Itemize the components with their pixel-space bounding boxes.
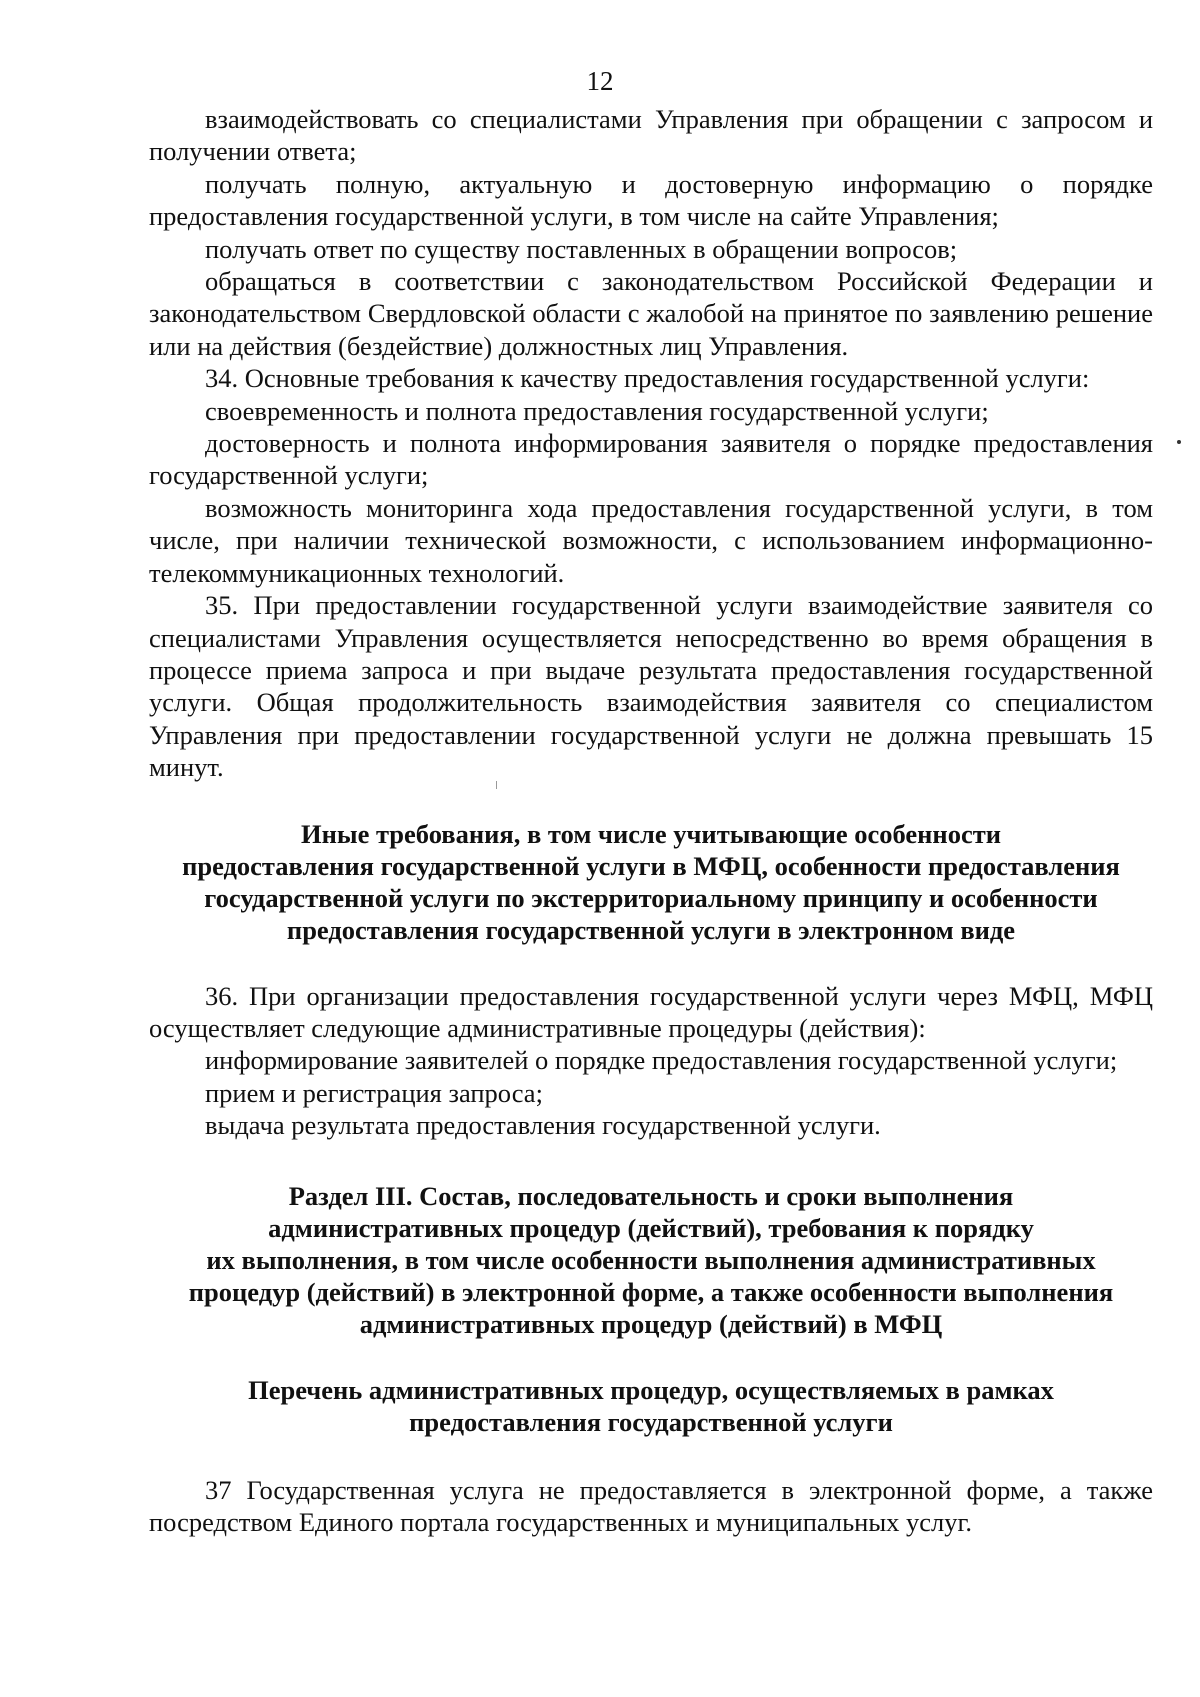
section-heading-other-requirements	[149, 818, 1153, 946]
section-heading-section-3	[149, 1180, 1153, 1340]
heading-line: Раздел III. Состав, последовательность и сроки выполнения	[288, 1180, 1014, 1211]
heading-line: Иные требования, в том числе учитывающие особенности	[301, 818, 1001, 849]
paragraph: своевременность и полнота предоставления государственной услуги;	[205, 395, 989, 426]
paragraph: возможность мониторинга хода предоставления государственной услуги, в том числе, при наличии технической возможности, с использованием информационно-телекоммуникационных технологий.	[149, 492, 1153, 588]
paragraph-item-36: 36. При организации предоставления государственной услуги через МФЦ, МФЦ осуществляет следующие административные процедуры (действия):	[149, 980, 1153, 1043]
heading-line: административных процедур (действий), требования к порядку	[268, 1212, 1034, 1243]
page-number: 12	[586, 66, 614, 96]
heading-line: Перечень административных процедур, осуществляемых в рамках	[248, 1374, 1054, 1405]
paragraph: прием и регистрация запроса;	[205, 1077, 543, 1108]
paragraph: получать ответ по существу поставленных в обращении вопросов;	[205, 233, 958, 264]
paragraph: обращаться в соответствии с законодательством Российской Федерации и законодательством Свердловской области с жалобой на принятое по заявлению решение или на действия (бездействие) должностных лиц Управления.	[149, 266, 1153, 361]
heading-line: предоставления государственной услуги в МФЦ, особенности предоставления	[182, 850, 1120, 881]
heading-line: государственной услуги по экстерриториальному принципу и особенности	[204, 882, 1098, 913]
paragraph: достоверность и полнота информирования заявителя о порядке предоставления государственной услуги;	[149, 428, 1153, 491]
paragraph: получать полную, актуальную и достоверную информацию о порядке предоставления государственной услуги, в том числе на сайте Управления;	[149, 168, 1153, 232]
heading-line: процедур (действий) в электронной форме, а также особенности выполнения	[188, 1276, 1114, 1307]
page-content	[149, 103, 1153, 1538]
heading-line: предоставления государственной услуги	[409, 1406, 893, 1437]
paragraph-item-37: 37 Государственная услуга не предоставляется в электронной форме, а также посредством Единого портала государственных и муниципальных услуг.	[149, 1474, 1153, 1537]
heading-line: административных процедур (действий) в МФЦ	[359, 1308, 943, 1339]
paragraph-item-34: 34. Основные требования к качеству предоставления государственной услуги:	[205, 363, 1090, 394]
heading-line: предоставления государственной услуги в электронном виде	[286, 914, 1016, 945]
scan-mark	[496, 781, 497, 789]
paragraph: информирование заявителей о порядке предоставления государственной услуги;	[205, 1045, 1118, 1076]
paragraph-item-35: 35. При предоставлении государственной услуги взаимодействие заявителя со специалистами Управления осуществляется непосредственно во время обращения в процессе приема запроса и при выдаче результата предоставления государственной услуги. Общая продолжительность взаимодействия заявителя со специалистом Управления при предоставлении государственной услуги не должна превышать 15 минут.	[149, 590, 1153, 783]
heading-line: их выполнения, в том числе особенности выполнения административных	[206, 1244, 1096, 1275]
section-heading-procedures-list	[149, 1374, 1153, 1438]
paragraph: выдача результата предоставления государственной услуги.	[205, 1110, 881, 1141]
scan-dot	[1177, 440, 1181, 444]
paragraph: взаимодействовать со специалистами Управления при обращении с запросом и получении ответа;	[149, 104, 1153, 167]
